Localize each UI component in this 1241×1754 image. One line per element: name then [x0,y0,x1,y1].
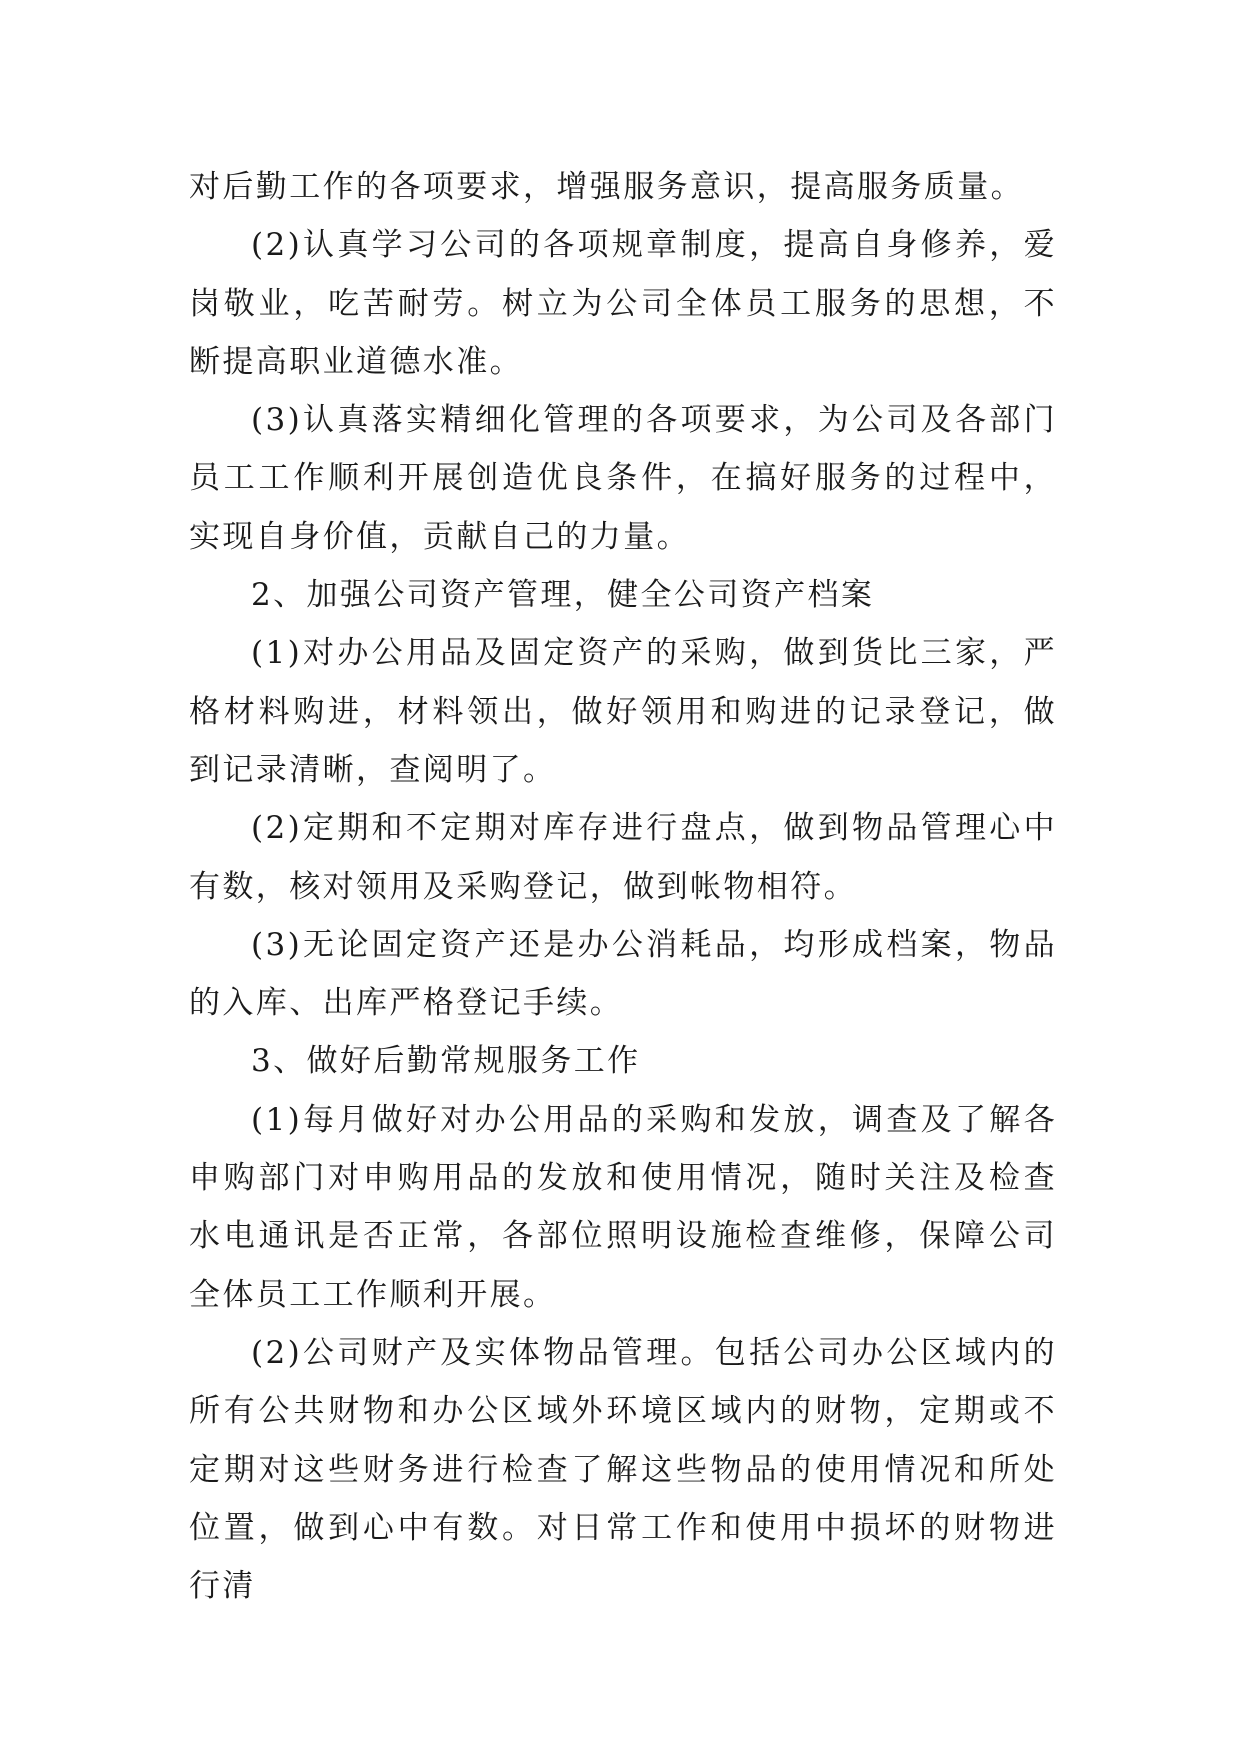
document-body [189,158,1057,1615]
paragraph-3: (3)认真落实精细化管理的各项要求，为公司及各部门员工工作顺利开展创造优良条件，在搞好服务的过程中，实现自身价值，贡献自己的力量。 [189,402,1057,555]
paragraph-8: (2)公司财产及实体物品管理。包括公司办公区域内的所有公共财物和办公区域外环境区域内的财物，定期或不定期对这些财务进行检查了解这些物品的使用情况和所处位置，做到心中有数。对日常工作和使用中损坏的财物进行清 [189,1334,1057,1605]
paragraph-6: (3)无论固定资产还是办公消耗品，均形成档案，物品的入库、出库严格登记手续。 [189,926,1057,1022]
paragraph-5: (2)定期和不定期对库存进行盘点，做到物品管理心中有数，核对领用及采购登记，做到帐物相符。 [189,810,1057,905]
paragraph-7: (1)每月做好对办公用品的采购和发放，调查及了解各申购部门对申购用品的发放和使用情况，随时关注及检查水电通讯是否正常，各部位照明设施检查维修，保障公司全体员工工作顺利开展。 [189,1101,1057,1313]
paragraph-1: 对后勤工作的各项要求，增强服务意识，提高服务质量。 [189,169,1024,205]
section-heading-2: 2、加强公司资产管理，健全公司资产档案 [251,577,875,614]
paragraph-2: (2)认真学习公司的各项规章制度，提高自身修养，爱岗敬业，吃苦耐劳。树立为公司全体员工服务的思想，不断提高职业道德水准。 [189,227,1057,380]
paragraph-4: (1)对办公用品及固定资产的采购，做到货比三家，严格材料购进，材料领出，做好领用和购进的记录登记，做到记录清晰，查阅明了。 [189,635,1057,788]
section-heading-3: 3、做好后勤常规服务工作 [251,1043,641,1080]
